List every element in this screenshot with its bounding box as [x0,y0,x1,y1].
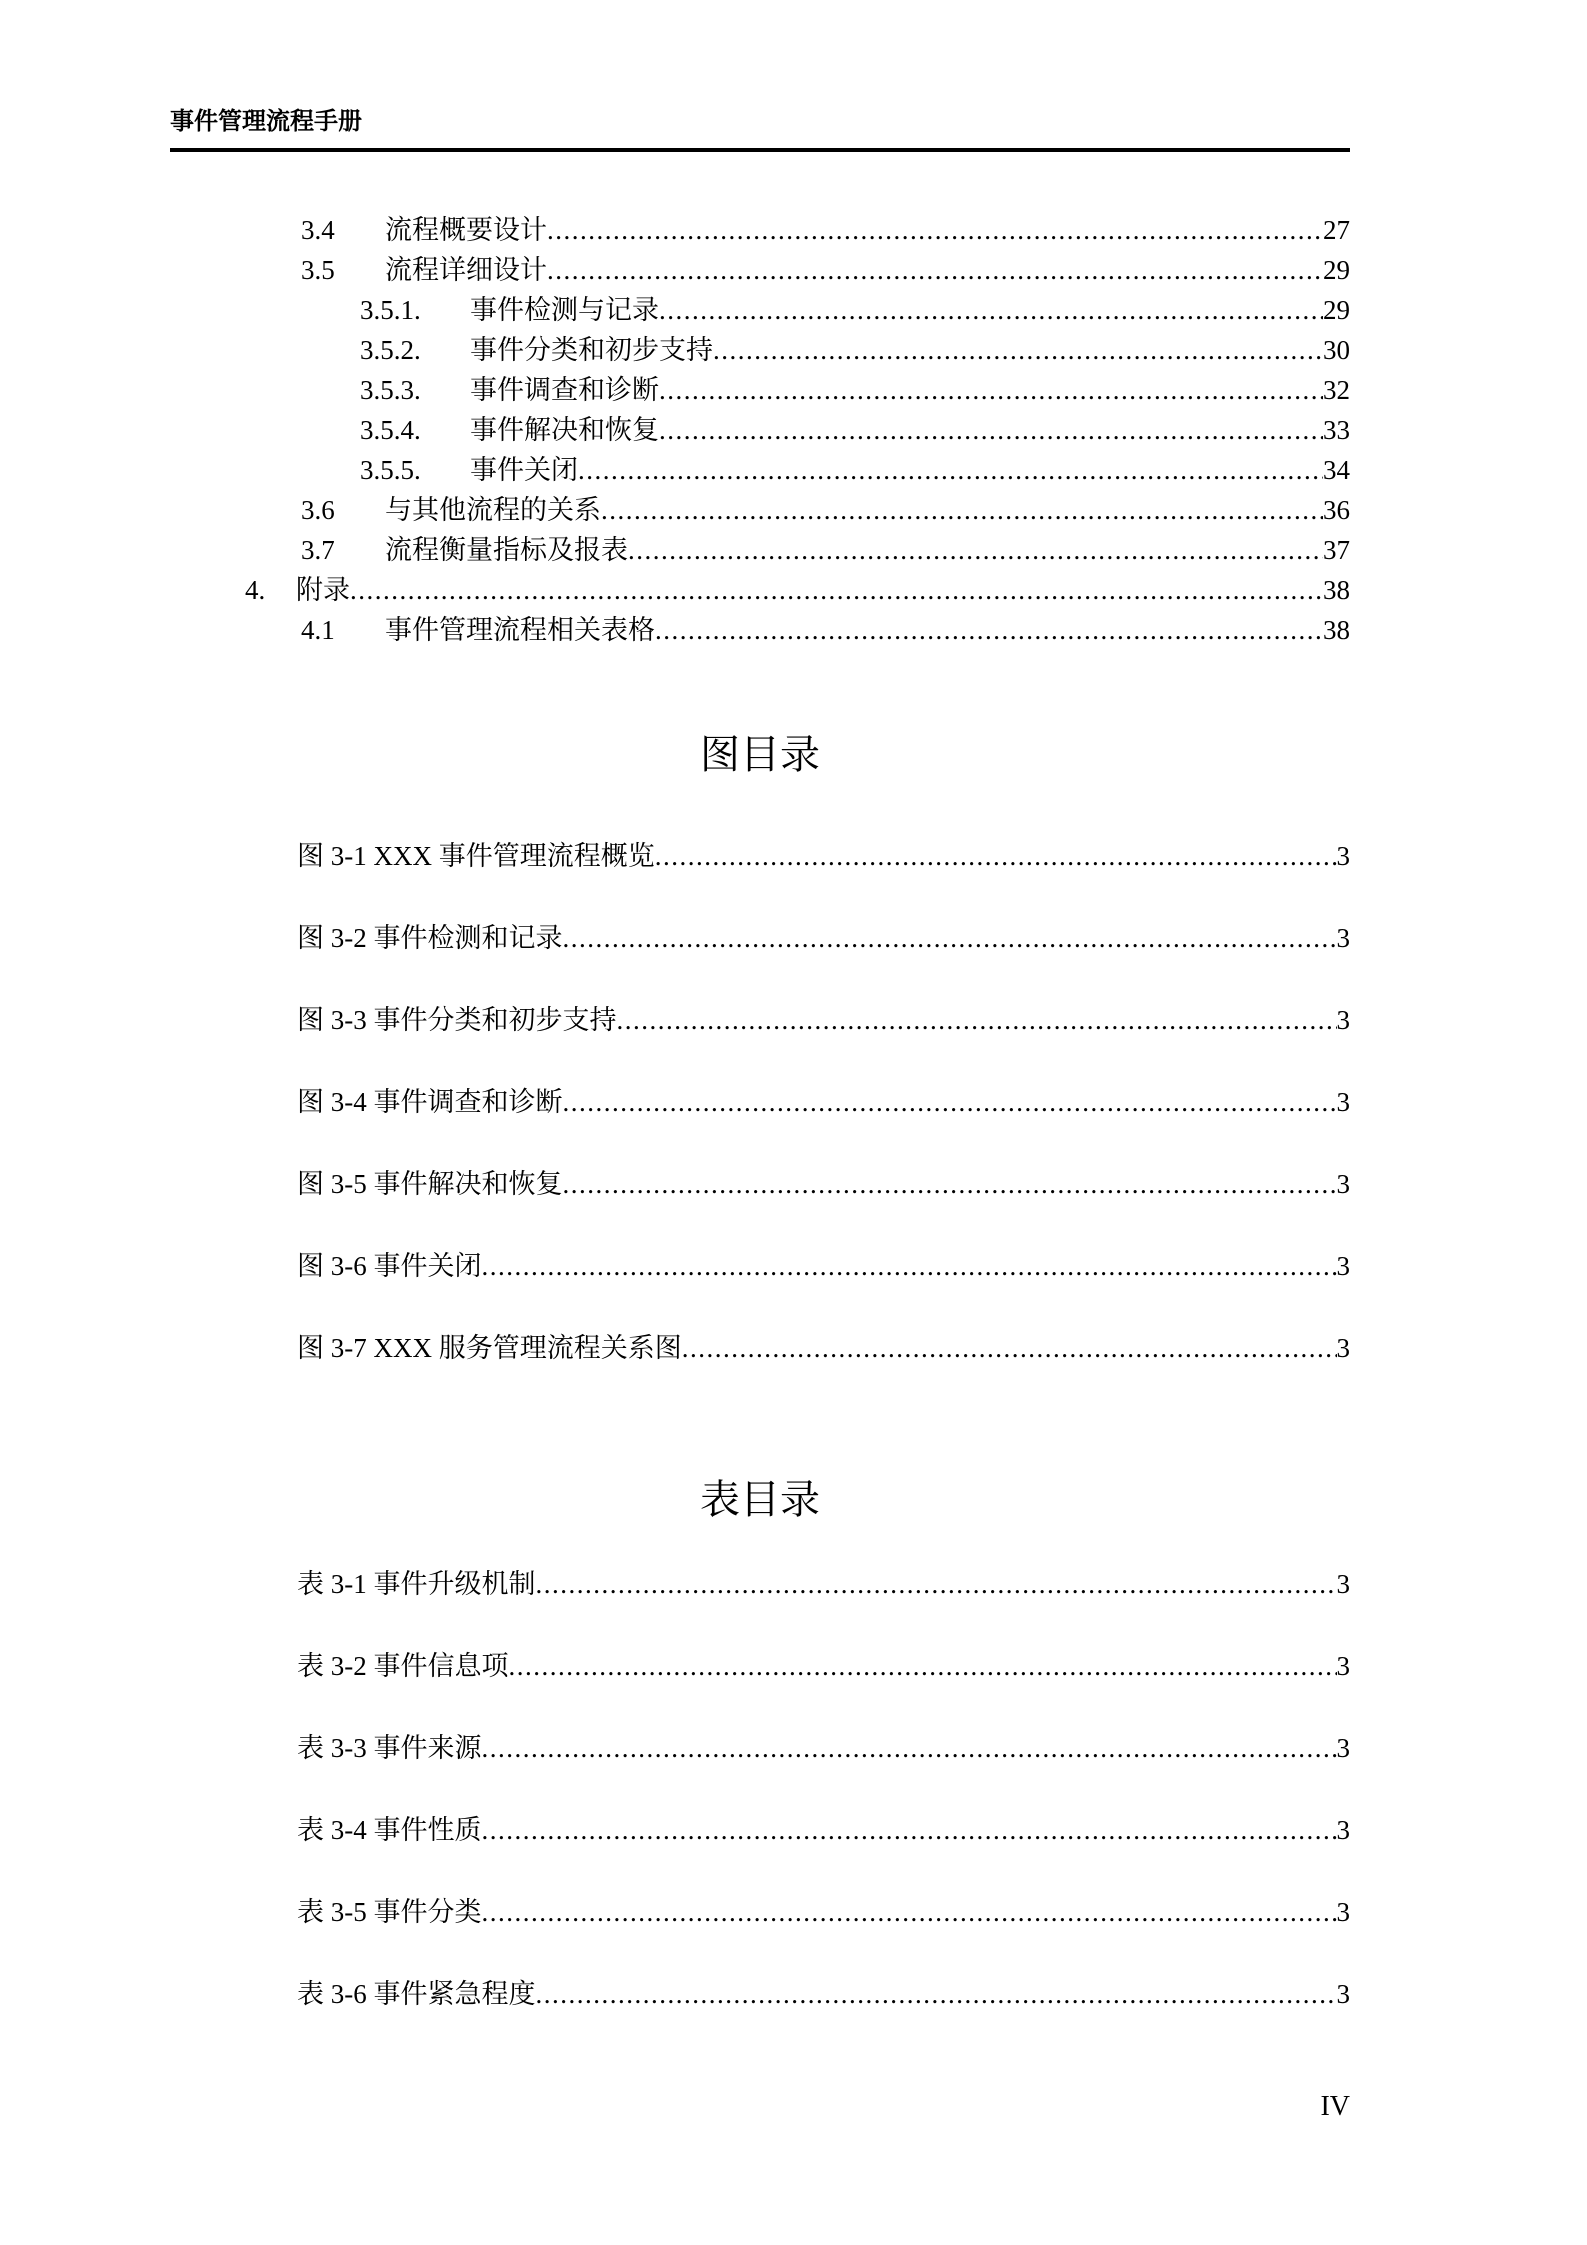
toc-entry-number: 4. [245,575,266,605]
toc-entry[interactable] [170,370,1350,410]
dot-leader [563,897,1337,979]
table-toc-heading: 表目录 [700,1477,820,1522]
toc-entry-number: 3.6 [301,495,335,525]
toc-entry[interactable] [170,610,1350,650]
table-toc-entry[interactable] [170,1789,1350,1871]
toc-entry-page: 38 [1323,615,1350,645]
toc-entry-number: 3.7 [301,535,335,565]
table-toc-section [170,1543,1350,2035]
toc-entry-page: 27 [1323,215,1350,245]
table-toc-page: 3 [1336,1733,1350,1763]
dot-leader [659,410,1323,450]
figure-toc-entry[interactable] [170,897,1350,979]
table-toc-page: 3 [1336,1897,1350,1927]
table-toc-entry[interactable] [170,1953,1350,2035]
document-header [170,108,1350,152]
figure-toc-label: 图 3-5 事件解决和恢复 [297,1169,563,1199]
toc-entry-page: 38 [1323,575,1350,605]
figure-toc-entry[interactable] [170,1143,1350,1225]
figure-toc-label: 图 3-6 事件关闭 [297,1251,482,1281]
figure-toc-label: 图 3-2 事件检测和记录 [297,923,563,953]
dot-leader [536,1953,1337,2035]
dot-leader [659,370,1323,410]
dot-leader [713,330,1323,370]
figure-toc-label: 图 3-3 事件分类和初步支持 [297,1005,617,1035]
toc-entry[interactable] [170,330,1350,370]
toc-entry-page: 37 [1323,535,1350,565]
figure-toc-section [170,815,1350,1389]
figure-toc-page: 3 [1336,1251,1350,1281]
toc-entry[interactable] [170,410,1350,450]
table-toc-label: 表 3-5 事件分类 [297,1897,482,1927]
toc-entry-number: 3.5 [301,255,335,285]
dot-leader [682,1307,1337,1389]
toc-entry-page: 33 [1323,415,1350,445]
toc-entry-title: 事件分类和初步支持 [470,335,713,365]
dot-leader [547,250,1323,290]
toc-entry-number: 3.5.4. [360,415,421,445]
dot-leader [655,815,1337,897]
dot-leader [601,490,1323,530]
toc-entry[interactable] [170,490,1350,530]
table-toc-label: 表 3-3 事件来源 [297,1733,482,1763]
figure-toc-entry[interactable] [170,1225,1350,1307]
toc-entry-title: 附录 [296,575,350,605]
toc-entry[interactable] [170,210,1350,250]
dot-leader [350,570,1323,610]
toc-entry-page: 36 [1323,495,1350,525]
dot-leader [655,610,1323,650]
toc-entry-title: 流程衡量指标及报表 [385,535,628,565]
dot-leader [482,1871,1337,1953]
table-toc-page: 3 [1336,1651,1350,1681]
figure-toc-entry[interactable] [170,979,1350,1061]
table-toc-entry[interactable] [170,1625,1350,1707]
dot-leader [482,1707,1337,1789]
dot-leader [617,979,1337,1061]
table-toc-label: 表 3-2 事件信息项 [297,1651,509,1681]
toc-entry-number: 3.5.5. [360,455,421,485]
figure-toc-page: 3 [1336,1005,1350,1035]
dot-leader [482,1225,1337,1307]
figure-toc-page: 3 [1336,923,1350,953]
toc-entry-page: 30 [1323,335,1350,365]
figure-toc-label: 图 3-1 XXX 事件管理流程概览 [297,841,655,871]
toc-entry-number: 4.1 [301,615,335,645]
dot-leader [563,1061,1337,1143]
toc-entry-number: 3.4 [301,215,335,245]
figure-toc-label: 图 3-4 事件调查和诊断 [297,1087,563,1117]
header-title: 事件管理流程手册 [170,108,362,135]
table-toc-label: 表 3-4 事件性质 [297,1815,482,1845]
page-number-footer: IV [1320,2091,1350,2122]
toc-entry[interactable] [170,450,1350,490]
table-toc-entry[interactable] [170,1871,1350,1953]
toc-entry-title: 事件调查和诊断 [470,375,659,405]
table-toc-page: 3 [1336,1815,1350,1845]
figure-toc-label: 图 3-7 XXX 服务管理流程关系图 [297,1333,682,1363]
toc-entry-page: 34 [1323,455,1350,485]
toc-entry-title: 流程详细设计 [385,255,547,285]
toc-entry-number: 3.5.2. [360,335,421,365]
figure-toc-entry[interactable] [170,815,1350,897]
table-toc-label: 表 3-6 事件紧急程度 [297,1979,536,2009]
table-toc-entry[interactable] [170,1707,1350,1789]
figure-toc-page: 3 [1336,1087,1350,1117]
toc-entry[interactable] [170,290,1350,330]
dot-leader [536,1543,1337,1625]
figure-toc-entry[interactable] [170,1307,1350,1389]
toc-entry-title: 与其他流程的关系 [385,495,601,525]
toc-section [170,210,1350,650]
figure-toc-page: 3 [1336,1333,1350,1363]
figure-toc-entry[interactable] [170,1061,1350,1143]
toc-entry-title: 事件解决和恢复 [470,415,659,445]
toc-entry-title: 流程概要设计 [385,215,547,245]
toc-entry-number: 3.5.1. [360,295,421,325]
dot-leader [547,210,1323,250]
dot-leader [509,1625,1337,1707]
dot-leader [628,530,1323,570]
figure-toc-page: 3 [1336,841,1350,871]
toc-entry-page: 29 [1323,255,1350,285]
toc-entry[interactable] [170,570,1350,610]
toc-entry-title: 事件管理流程相关表格 [385,615,655,645]
dot-leader [578,450,1323,490]
dot-leader [482,1789,1337,1871]
figure-toc-page: 3 [1336,1169,1350,1199]
toc-entry-title: 事件关闭 [470,455,578,485]
table-toc-page: 3 [1336,1569,1350,1599]
table-toc-label: 表 3-1 事件升级机制 [297,1569,536,1599]
dot-leader [659,290,1323,330]
toc-entry[interactable] [170,250,1350,290]
toc-entry-page: 29 [1323,295,1350,325]
figure-toc-heading: 图目录 [700,732,820,777]
dot-leader [563,1143,1337,1225]
toc-entry-number: 3.5.3. [360,375,421,405]
table-toc-entry[interactable] [170,1543,1350,1625]
toc-entry-title: 事件检测与记录 [470,295,659,325]
toc-entry[interactable] [170,530,1350,570]
toc-entry-page: 32 [1323,375,1350,405]
table-toc-page: 3 [1336,1979,1350,2009]
